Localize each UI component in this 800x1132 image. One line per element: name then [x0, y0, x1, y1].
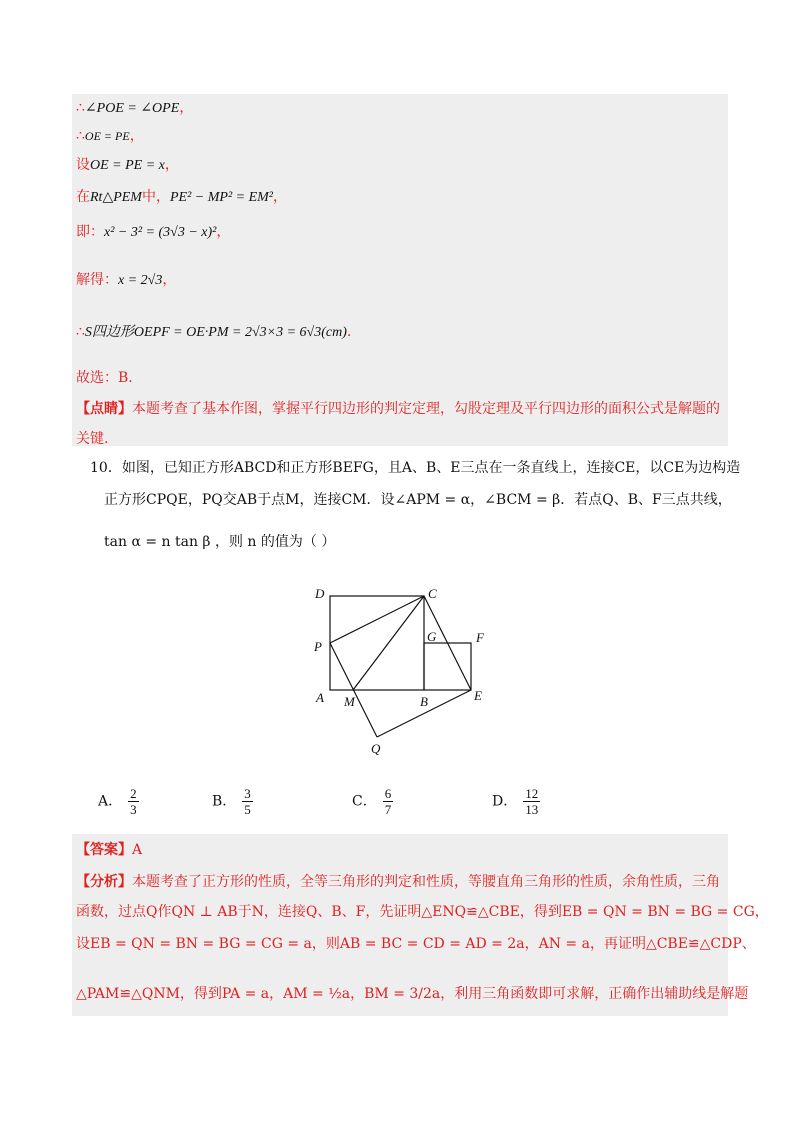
label-f: F: [476, 630, 484, 645]
question-line-1: 10．如图，已知正方形ABCD和正方形BEFG，且A、B、E三点在一条直线上，连接CE，以CE为边构造: [90, 460, 741, 476]
analysis-line-2: 函数，过点Q作QN ⊥ AB于N，连接Q、B、F，先证明△ENQ≌△CBE，得到EB = QN = BN = BG = CG，: [76, 904, 769, 920]
solution-line-1: ∴∠POE = ∠OPE，: [76, 100, 194, 116]
label-b: B: [420, 694, 428, 709]
solution-line-5: 即：x² − 3² = (3√3 − x)²，: [76, 224, 231, 240]
solution-line-4: 在Rt△PEM中，PE² − MP² = EM²，: [76, 189, 288, 205]
square-abcd: [330, 596, 424, 690]
solution-line-2: ∴OE = PE，: [76, 128, 144, 144]
label-c: C: [428, 586, 437, 601]
analysis-line-1: 【分析】本题考查了正方形的性质，全等三角形的判定和性质，等腰直角三角形的性质，余角性质，三角: [76, 874, 720, 890]
question-line-2: 正方形CPQE，PQ交AB于点M，连接CM．设∠APM = α，∠BCM = β．若点Q、B、F三点共线，: [104, 492, 732, 508]
label-e: E: [474, 688, 482, 703]
option-c[interactable]: C． $\frac{6}{7}$: [352, 786, 392, 817]
label-g: G: [427, 629, 437, 644]
square-befg: [424, 643, 471, 690]
option-b[interactable]: B． $\frac{3}{5}$: [212, 786, 251, 817]
solution-line-3: 设OE = PE = x，: [76, 157, 179, 173]
label-p: P: [314, 639, 322, 654]
comment-line-2: 关键.: [76, 431, 109, 447]
segment-cp: [330, 596, 424, 643]
label-m: M: [344, 694, 355, 709]
solution-line-7: ∴S四边形OEPF = OE·PM = 2√3×3 = 6√3(cm).: [76, 324, 352, 340]
analysis-line-3: 设EB = QN = BN = BG = CG = a，则AB = BC = CD = AD = 2a，AN = a，再证明△CBE≌△CDP、: [76, 936, 756, 952]
analysis-line-4: △PAM≌△QNM，得到PA = a，AM = ½a，BM = 3/2a，利用三角函数即可求解，正确作出辅助线是解题: [76, 986, 749, 1002]
answer-line: 【答案】A: [76, 842, 143, 858]
comment-line-1: 【点睛】本题考查了基本作图，掌握平行四边形的判定定理，勾股定理及平行四边形的面积公式是解题的: [76, 401, 720, 417]
label-a: A: [316, 690, 324, 705]
question-line-3: tan α = n tan β ，则 n 的值为（ ）: [104, 534, 336, 550]
option-a[interactable]: A． $\frac{2}{3}$: [98, 786, 137, 817]
solution-line-6: 解得：x = 2√3，: [76, 272, 177, 288]
segment-cm: [353, 596, 424, 690]
label-q: Q: [371, 741, 381, 756]
option-d[interactable]: D． $\frac{12}{13}$: [492, 786, 539, 817]
label-d: D: [315, 586, 325, 601]
solution-line-8: 故选：B.: [76, 370, 133, 386]
